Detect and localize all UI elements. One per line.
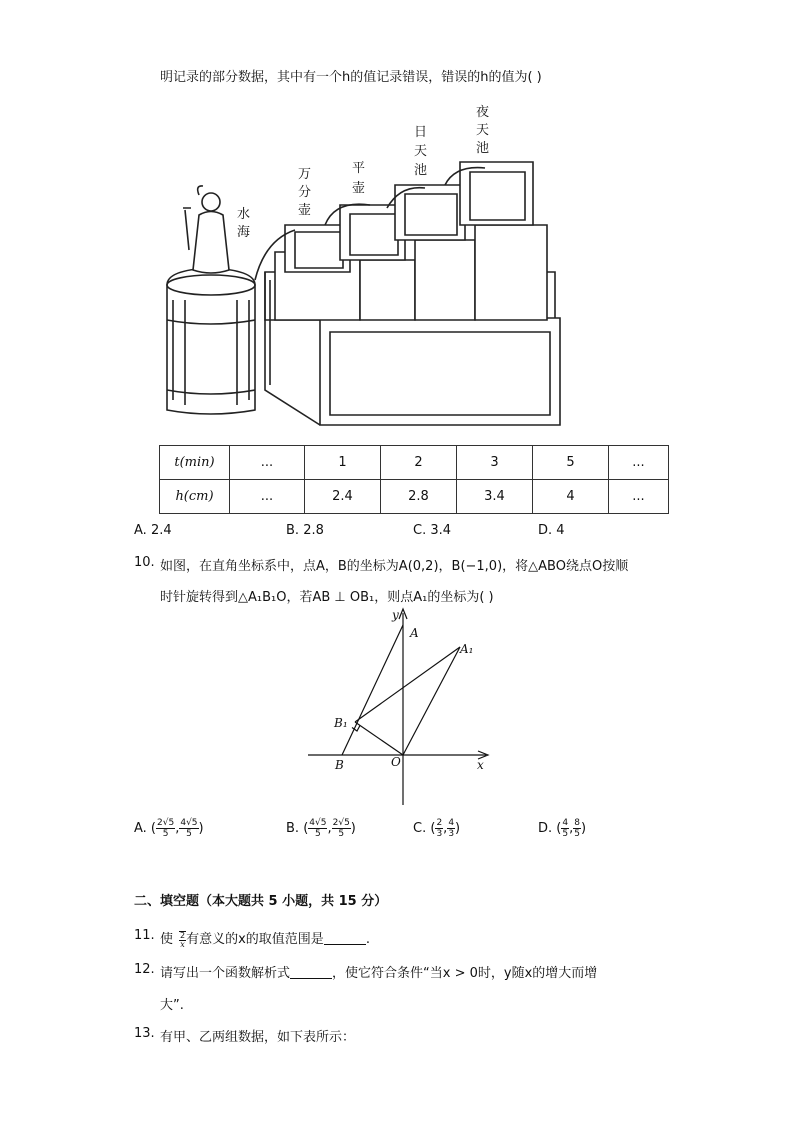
table-cell: 2.8 (381, 480, 457, 514)
option-letter: A. (134, 523, 147, 538)
table-cell: ... (230, 446, 305, 480)
option-letter: C. (413, 523, 427, 538)
fraction (435, 818, 443, 839)
table-cell: 3.4 (457, 480, 533, 514)
table-cell: ... (609, 480, 669, 514)
label-o: O (391, 755, 401, 769)
denominator: 3 (448, 829, 455, 839)
q11-number: 11. (134, 928, 155, 943)
q9-option-b[interactable] (286, 523, 324, 538)
q12-pre: 请写出一个函数解析式 (160, 966, 291, 981)
label-ritianchi-2: 天 (414, 144, 428, 159)
label-shuihai-1: 水 (237, 207, 251, 222)
table-row-h (160, 480, 669, 514)
q12-number: 12. (134, 962, 155, 977)
q11-pre: 使 (160, 932, 174, 947)
q10-option-c[interactable]: C. ( $\frac{2}{3}$ , $\frac{4}{3}$ ) (413, 818, 461, 839)
section-heading (134, 890, 387, 909)
fraction (156, 818, 175, 839)
q11-text (160, 928, 370, 949)
q12-line1 (160, 962, 597, 981)
fraction (308, 818, 327, 839)
q10-line2: 时针旋转得到△A₁B₁O，若AB ⊥ OB₁，则点A₁的坐标为( ) (160, 590, 494, 605)
label-shuihai-2: 海 (237, 225, 251, 240)
label-b1: B₁ (334, 716, 348, 730)
section-detail: （本大题共 5 小题，共 15 分） (199, 894, 388, 909)
numerator: 2 (436, 818, 443, 828)
label-x: x (477, 758, 484, 772)
denominator: 5 (315, 829, 321, 839)
sqrt-expression (179, 931, 186, 949)
table-cell: ... (230, 480, 305, 514)
segment-a1o (403, 647, 460, 755)
section-title: 二、填空题 (134, 894, 200, 909)
option-letter: D. (538, 523, 553, 538)
label-yetianchi-1: 夜 (476, 105, 490, 120)
fraction (447, 818, 455, 839)
water-clock-illustration (155, 100, 575, 430)
intro-text: 明记录的部分数据，其中有一个h的值记录错误，错误的h的值为( ) (160, 70, 542, 85)
label-ritianchi-1: 日 (414, 125, 428, 140)
option-letter: C. (413, 821, 427, 836)
numerator: 4 (448, 818, 455, 828)
label-a: A (410, 626, 419, 640)
segment-b1o (355, 722, 403, 755)
option-letter: B. (286, 821, 300, 836)
label-pinghu-1: 平 (352, 161, 366, 176)
q9-option-c[interactable] (413, 523, 451, 538)
denominator: 5 (162, 829, 169, 839)
fraction (561, 818, 569, 839)
data-table (159, 445, 669, 514)
option-letter: D. (538, 821, 553, 836)
label-a1: A₁ (460, 642, 474, 656)
option-text: 2.8 (303, 523, 324, 538)
q10-option-d[interactable]: D. ( $\frac{4}{5}$ , $\frac{8}{5}$ ) (538, 818, 587, 839)
q10-number: 10. (134, 555, 155, 570)
denominator: 5 (562, 829, 569, 839)
denominator: 5 (186, 829, 192, 839)
fraction (332, 818, 351, 839)
option-letter: B. (286, 523, 300, 538)
denominator: 5 (574, 829, 580, 839)
option-text: 4 (556, 523, 565, 538)
numerator: 4√5 (309, 818, 327, 828)
fraction (179, 818, 198, 839)
table-cell: 2 (381, 446, 457, 480)
numerator: 2√5 (157, 818, 175, 828)
label-wanfenhu-1: 万 (298, 167, 312, 182)
table-header-h: h(cm) (160, 480, 230, 514)
numerator: 2√5 (332, 818, 350, 828)
q10-option-a[interactable]: A. ( $\frac{2√5}{5}$ , $\frac{4√5}{5}$ ) (134, 818, 204, 839)
table-cell: ... (609, 446, 669, 480)
q10-coordinate-figure (300, 605, 500, 810)
numerator: 2 (180, 930, 186, 940)
label-y: y (392, 608, 399, 622)
label-yetianchi-3: 池 (476, 141, 490, 156)
denominator: 3 (436, 829, 443, 839)
table-cell: 5 (533, 446, 609, 480)
label-b: B (335, 758, 344, 772)
label-wanfenhu-2: 分 (298, 185, 312, 200)
numerator: 4 (562, 818, 569, 828)
segment-ab (342, 625, 403, 755)
fraction (573, 818, 581, 839)
q13-number: 13. (134, 1026, 155, 1041)
label-pinghu-2: 壶 (352, 181, 366, 196)
label-yetianchi-2: 天 (476, 123, 490, 138)
q11-answer-blank[interactable] (324, 932, 366, 945)
q9-option-a[interactable] (134, 523, 172, 538)
fraction (179, 932, 186, 949)
table-cell: 2.4 (305, 480, 381, 514)
denominator: x (180, 939, 185, 949)
q13-text: 有甲、乙两组数据，如下表所示： (160, 1030, 356, 1045)
option-text: 3.4 (430, 523, 452, 538)
numerator: 8 (574, 818, 580, 828)
denominator: 5 (338, 829, 345, 839)
q10-line1: 如图，在直角坐标系中，点A，B的坐标为A(0,2)，B(−1,0)，将△ABO绕点O按顺 (160, 559, 629, 574)
table-cell: 4 (533, 480, 609, 514)
q11-post: 有意义的x的取值范围是 (186, 932, 324, 947)
q10-option-b[interactable]: B. ( $\frac{4√5}{5}$ , $\frac{2√5}{5}$ ) (286, 818, 356, 839)
table-cell: 1 (305, 446, 381, 480)
table-cell: 3 (457, 446, 533, 480)
segment-b1a1 (355, 647, 460, 722)
q9-option-d[interactable] (538, 523, 565, 538)
numerator: 4√5 (180, 818, 198, 828)
q12-line2: 大”. (160, 998, 184, 1013)
q12-answer-blank[interactable] (290, 966, 332, 979)
option-letter: A. (134, 821, 147, 836)
label-wanfenhu-3: 壶 (298, 203, 312, 218)
option-text: 2.4 (150, 523, 172, 538)
q12-post: ，使它符合条件“当x > 0时，y随x的增大而增 (332, 966, 598, 981)
q11-end: . (365, 932, 370, 947)
table-header-t: t(min) (160, 446, 230, 480)
table-row-t (160, 446, 669, 480)
label-ritianchi-3: 池 (414, 163, 428, 178)
